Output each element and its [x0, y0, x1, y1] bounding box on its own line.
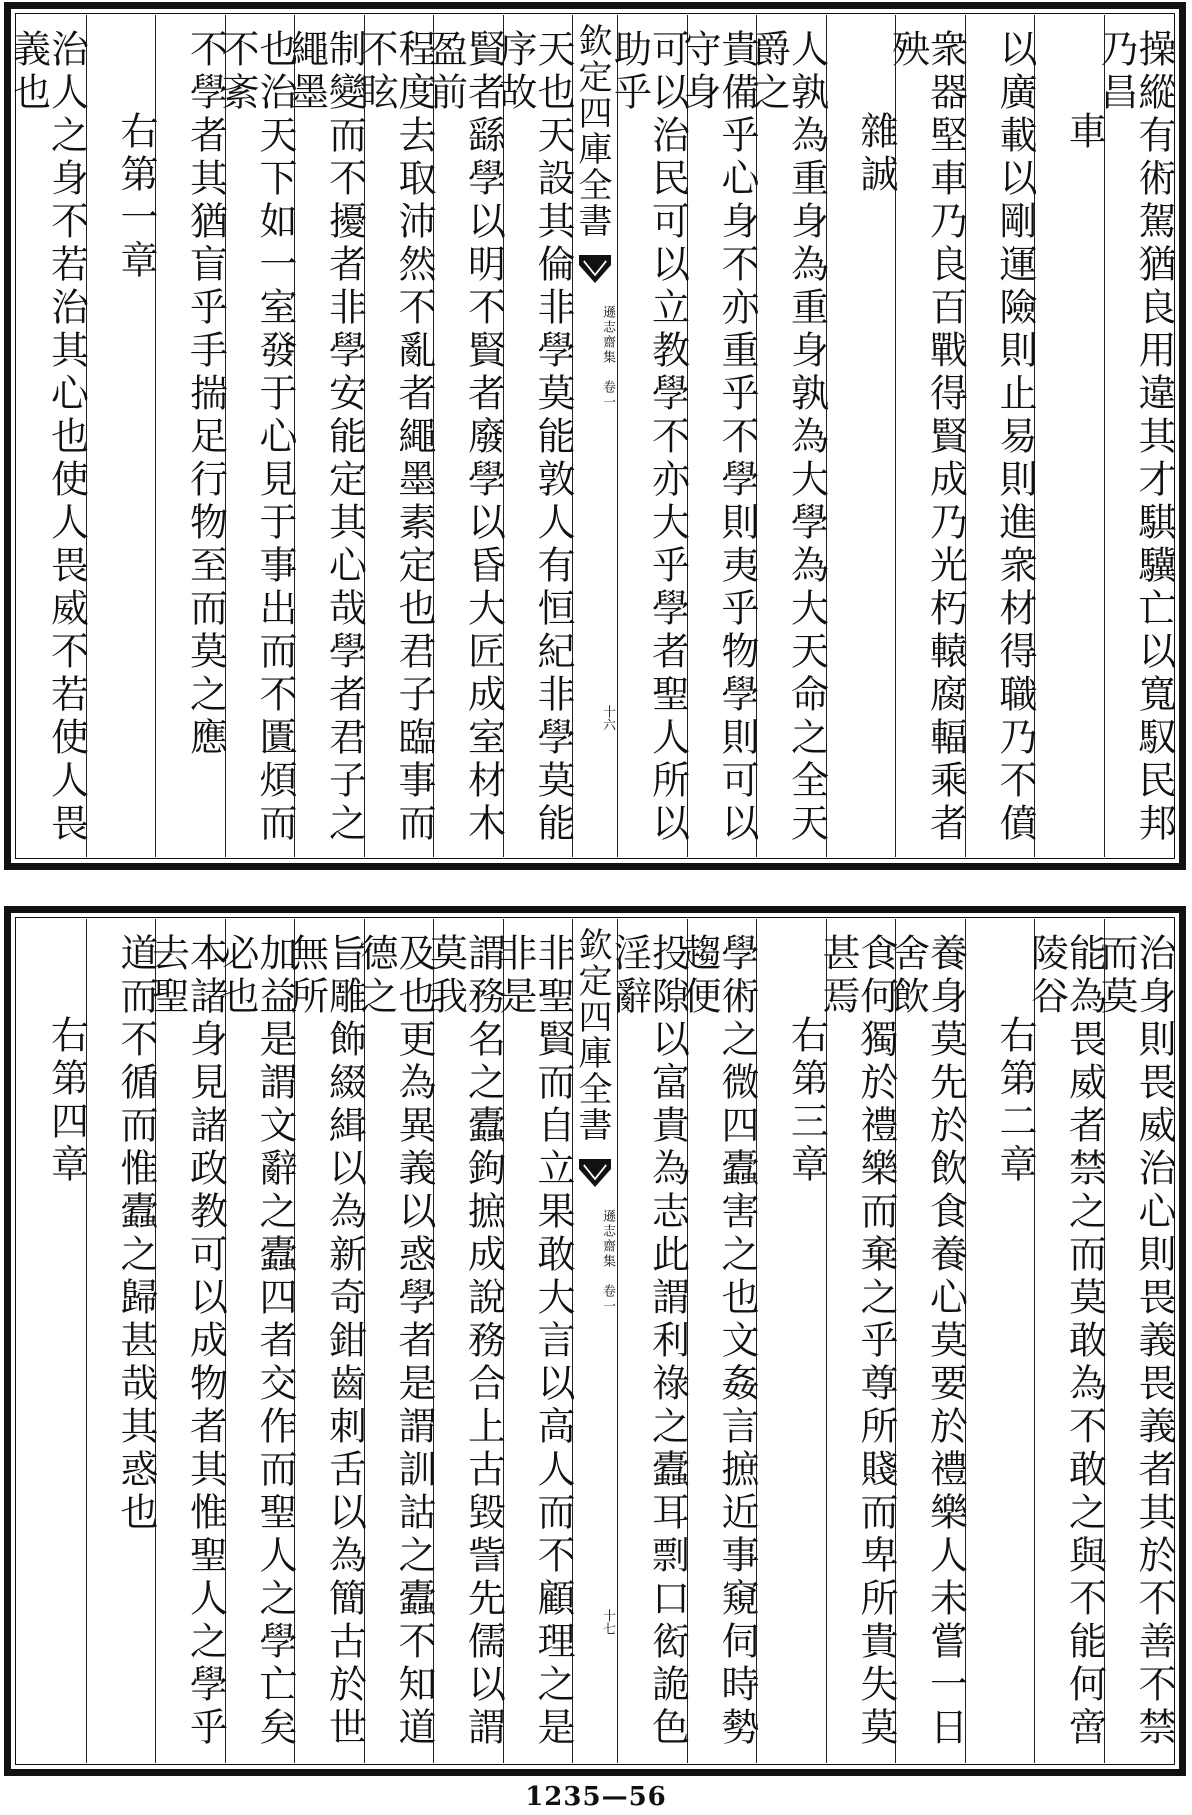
chapter-marker: 右第四章 — [44, 1015, 89, 1187]
text-column — [86, 919, 156, 1763]
bottom-columns — [17, 919, 1176, 1763]
column-text: 治身則畏威治心則畏義畏義者其於不善不禁而莫 — [1094, 933, 1176, 1750]
chapter-marker: 右第一章 — [114, 111, 158, 283]
center-spine — [572, 919, 617, 1763]
text-column — [423, 919, 506, 1763]
column-text: 能為畏威者禁之而莫敢為不敢之與不能何啻陵谷 — [1024, 933, 1107, 1750]
column-text: 人孰為重身為重身孰為大學為大天命之全天爵之 — [746, 29, 829, 846]
column-text: 養身莫先於飲食養心莫要於禮樂人未嘗一日舍飲 — [885, 933, 968, 1750]
text-column — [284, 919, 367, 1763]
text-column — [677, 15, 759, 857]
column-text: 衆器堅車乃良百戰得賢成乃光朽轅腐輻乘者殃 — [885, 29, 968, 846]
top-page-frame — [4, 2, 1186, 870]
section-heading: 車 — [1062, 111, 1107, 154]
text-column — [746, 15, 829, 857]
spine-title: 欽定四庫全書 — [572, 927, 612, 1143]
column-text: 道而不循而惟蠹之歸甚哉其惑也 — [114, 933, 158, 1535]
column-text: 操縱有術駕猶良用違其才騏驥亡以寬馭民邦乃昌 — [1094, 29, 1176, 846]
text-column — [6, 15, 89, 857]
column-text: 投隙以富貴為志此謂利祿之蠹耳剽口衒詭色淫辭 — [607, 933, 690, 1750]
text-column — [354, 15, 436, 857]
column-text: 及也更為異義以惑學者是謂訓詁之蠹不知道德之 — [354, 933, 436, 1750]
text-column — [677, 919, 759, 1763]
column-text: 食何獨於禮樂而棄之乎尊所賤而卑所貴失莫甚焉 — [816, 933, 898, 1750]
column-text: 不學者其猶盲乎手揣足行物至而莫之應 — [183, 29, 228, 760]
column-text: 非聖賢而自立果敢大言以高人而不顧理之是非是 — [493, 933, 575, 1750]
text-column — [826, 15, 896, 857]
text-column — [493, 919, 575, 1763]
text-column — [1024, 919, 1107, 1763]
text-column — [284, 15, 367, 857]
text-column — [215, 15, 297, 857]
spine-subtitle: 遜志齋集 卷一 — [600, 1209, 615, 1314]
column-text: 治人之身不若治其心也使人畏威不若使人畏義也 — [6, 29, 89, 846]
text-column — [816, 919, 898, 1763]
text-column — [965, 15, 1035, 857]
leaf-number: 十六 — [600, 705, 615, 731]
text-column — [1034, 15, 1107, 857]
chapter-marker: 右第三章 — [784, 1015, 829, 1187]
fish-tail-mark-icon — [579, 255, 611, 283]
spine-title: 欽定四庫全書 — [572, 23, 612, 239]
column-text: 程度去取沛然不亂者繩墨素定也君子臨事而不眩 — [354, 29, 436, 846]
column-text: 以廣載以剛運險則止易則進衆材得職乃不僨 — [993, 29, 1037, 846]
column-text: 貴備乎心身不亦重乎不學則夷乎物學則可以守身 — [677, 29, 759, 846]
text-column — [354, 919, 436, 1763]
column-text: 也治天下如一室發于心見于事出而不匱煩而不紊 — [215, 29, 297, 846]
column-text: 本諸身見諸政教可以成物者其惟聖人之學乎去聖 — [145, 933, 228, 1750]
column-text: 可以治民可以立教學不亦大乎學者聖人所以助乎 — [607, 29, 690, 846]
text-column — [1094, 919, 1176, 1763]
text-column — [885, 919, 968, 1763]
bottom-page-frame — [4, 906, 1186, 1776]
text-column — [493, 15, 575, 857]
text-column — [17, 919, 89, 1763]
top-columns — [6, 15, 1176, 857]
column-text: 賢者繇學以明不賢者廢學以昏大匠成室材木盈前 — [423, 29, 506, 846]
section-heading: 雜誠 — [854, 111, 898, 197]
text-column — [965, 919, 1035, 1763]
text-column — [155, 15, 228, 857]
text-column — [86, 15, 156, 857]
center-spine — [572, 15, 617, 857]
leaf-number: 十七 — [600, 1609, 615, 1635]
column-text: 加益是謂文辭之蠹四者交作而聖人之學亡矣必也 — [215, 933, 297, 1750]
column-text: 學術之微四蠹害之也文姦言摭近事窺伺時勢趨便 — [677, 933, 759, 1750]
text-column — [1094, 15, 1176, 857]
column-text: 旨雕飾綴緝以為新奇鉗齒刺舌以為簡古於世無所 — [284, 933, 367, 1750]
fish-tail-mark-icon — [579, 1159, 611, 1187]
text-column — [423, 15, 506, 857]
column-text: 制變而不擾者非學安能定其心哉學者君子之繩墨 — [284, 29, 367, 846]
column-text: 謂務名之蠹鉤摭成說務合上古毀訾先儒以謂莫我 — [423, 933, 506, 1750]
text-column — [145, 919, 228, 1763]
spine-subtitle: 遜志齋集 卷一 — [600, 305, 615, 410]
text-column — [885, 15, 968, 857]
text-column — [215, 919, 297, 1763]
column-text: 天也天設其倫非學莫能敦人有恒紀非學莫能序故 — [493, 29, 575, 846]
page-number: 1235—56 — [525, 1782, 667, 1812]
text-column — [756, 919, 829, 1763]
chapter-marker: 右第二章 — [993, 1015, 1037, 1187]
